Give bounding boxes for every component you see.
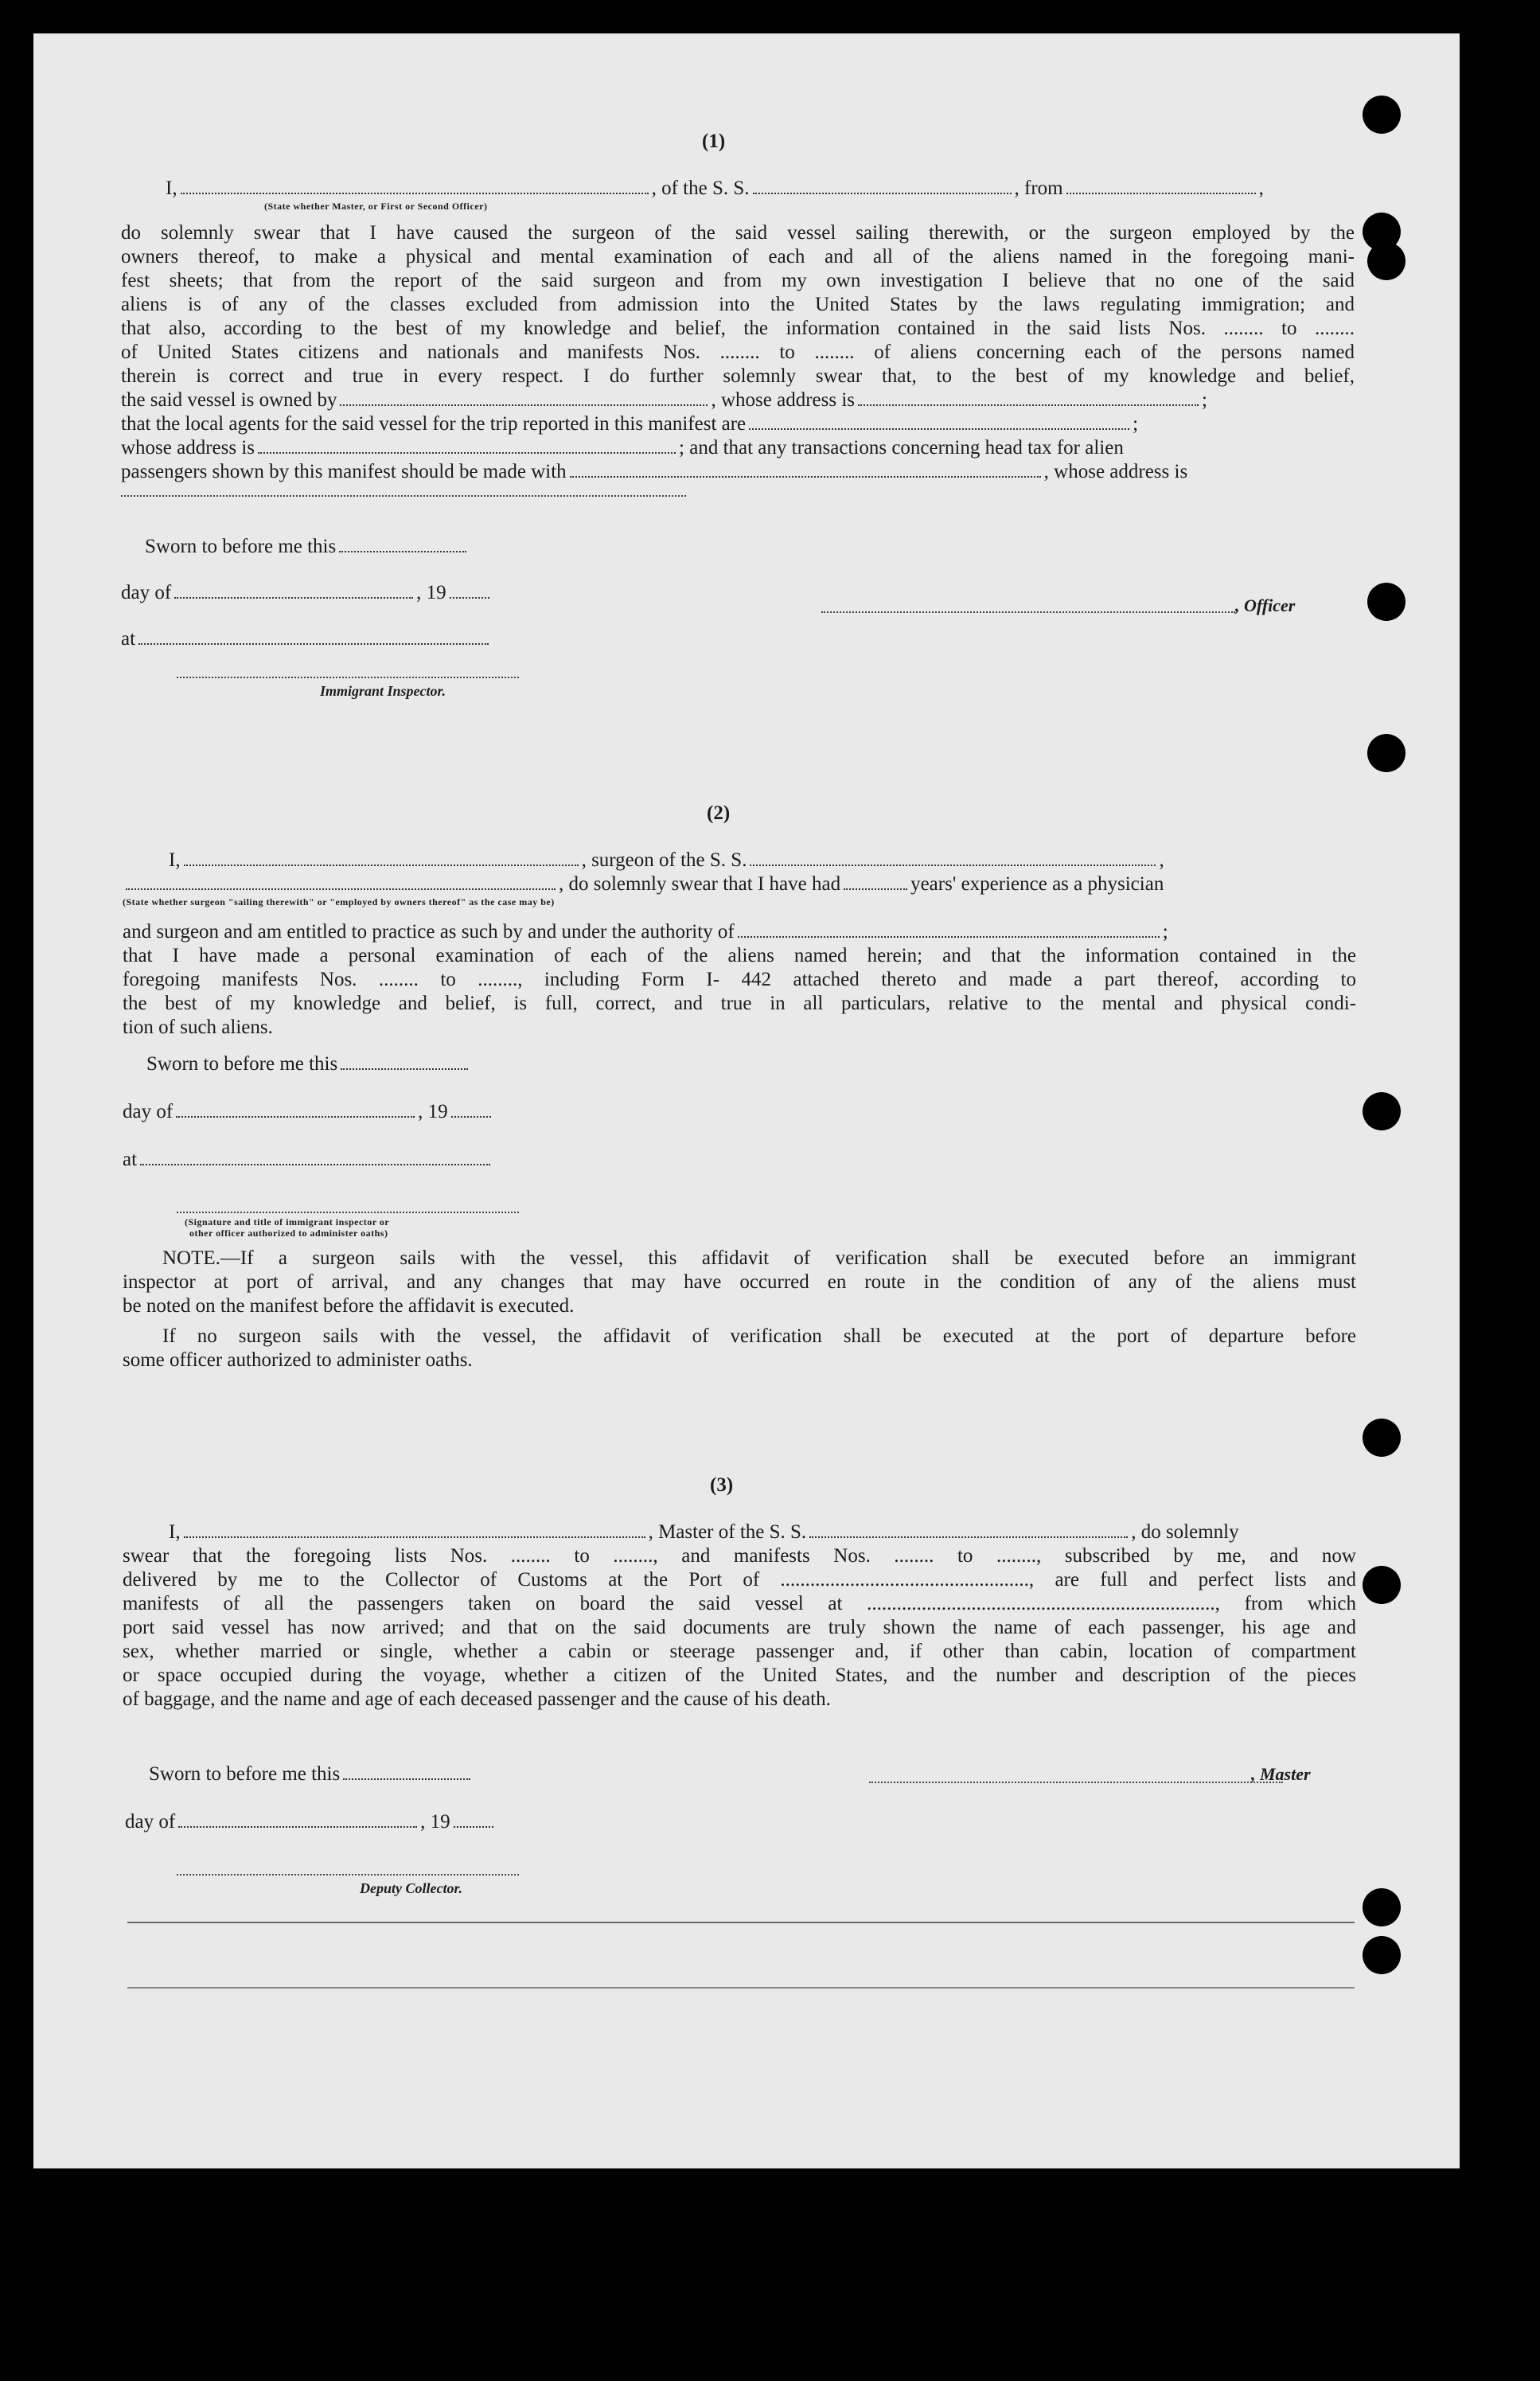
section-2-day-of: day of , 19	[123, 1100, 494, 1124]
section-2-sig-hint-1: (Signature and title of immigrant inspector or	[185, 1216, 390, 1228]
owned-by-line: the said vessel is owned by , whose address is ;	[121, 389, 1207, 411]
section-2-at: at	[123, 1148, 493, 1172]
immigrant-inspector-label: Immigrant Inspector.	[320, 683, 446, 699]
local-agents-line: that the local agents for the said vessel for the trip reported in this manifest are ;	[121, 413, 1139, 435]
section-3-day-of: day of , 19	[125, 1810, 497, 1834]
inspector-signature-line	[177, 677, 519, 678]
punch-hole	[1367, 734, 1405, 772]
punch-hole	[1363, 1566, 1401, 1604]
section-2-sworn: Sworn to before me this	[146, 1052, 471, 1076]
section-3-line-1: I, , Master of the S. S. , do solemnly	[169, 1521, 1239, 1543]
manifest-affidavit-page	[33, 33, 1460, 2168]
section-2-number: (2)	[707, 802, 731, 824]
footer-rule	[127, 1922, 1355, 1923]
punch-hole	[1363, 1092, 1401, 1130]
punch-hole	[1363, 96, 1401, 134]
section-3-number: (3)	[710, 1474, 734, 1496]
section-1-hint: (State whether Master, or First or Second Officer)	[264, 201, 488, 212]
section-1-day-of: day of , 19	[121, 581, 493, 605]
section-1-at: at	[121, 627, 492, 651]
footer-rule	[127, 1987, 1355, 1989]
section-2-body: and surgeon and am entitled to practice as such by and under the authority of ; that I have made a personal examination of each of the aliens named herein; and that the information contained in the foregoing manifests Nos. ........ to ........, including Form I- 442 attached thereto and made a part thereof, according to the best of my knowledge and belief, is full, correct, and true in all particulars, relative to the mental and physical condi- tion of such aliens.	[123, 921, 1356, 1038]
address-blank-line	[121, 495, 686, 497]
passengers-line: passengers shown by this manifest should be made with , whose address is	[121, 461, 1188, 482]
officer-signature-line	[821, 611, 1235, 613]
section-2-line-2: , do solemnly swear that I have had years' experience as a physician	[123, 872, 1164, 896]
deputy-collector-label: Deputy Collector.	[360, 1880, 462, 1896]
master-label: , Master	[1251, 1764, 1311, 1784]
section-2-sig-hint-2: other officer authorized to administer oaths)	[189, 1228, 388, 1239]
section-1-body: do solemnly swear that I have caused the surgeon of the said vessel sailing therewith, or the surgeon employed by the owners thereof, to make a physical and mental examination of each and all of the aliens named in the foregoing mani- fest sheets; that from the report of the said surgeon and from my own investigation I believe that no one of the said aliens is of any of the classes excluded from admission into the United States by the laws regulating immigration; and that also, according to the best of my knowledge and belief, the information contained in the said lists Nos. ........ to ........ of United States citizens and nationals and manifests Nos. ........ to ........ of aliens concerning each of the persons named therein is correct and true in every respect. I do further solemnly swear that, to the best of my knowledge and belief,	[121, 222, 1355, 387]
section-2-line-1: I, , surgeon of the S. S. ,	[169, 849, 1164, 871]
punch-hole	[1363, 1936, 1401, 1974]
punch-hole	[1367, 242, 1405, 280]
section-1-sworn: Sworn to before me this	[145, 535, 470, 559]
punch-hole	[1363, 1888, 1401, 1926]
master-signature-line	[869, 1782, 1283, 1783]
officer-label: , Officer	[1235, 595, 1296, 615]
section-2-note: NOTE.—If a surgeon sails with the vessel, this affidavit of verification shall be executed before an immigrant inspector at port of arrival, and any changes that may have occurred en route in the condition of any of the aliens must be noted on the manifest before the affidavit is executed. If no surgeon sails with the vessel, the affidavit of verification shall be executed at the port of departure before some officer authorized to administer oaths.	[123, 1247, 1356, 1371]
section-3-sworn: Sworn to before me this	[149, 1762, 474, 1786]
section-3-body: swear that the foregoing lists Nos. ........ to ........, and manifests Nos. ........ to ........, subscribed by me, and now delivered by me to the Collector of Customs at the Port of .................................................., are full and perfect lists and manifests of all the passengers taken on board the said vessel at ......................................................................, from which port said vessel has now arrived; and that on the said documents are truly shown the name of each passenger, his age and sex, whether married or single, whether a cabin or steerage passenger and, if other than cabin, location of compartment or space occupied during the voyage, whether a citizen of the United States, and the number and description of the pieces of baggage, and the name and age of each deceased passenger and the cause of his death.	[123, 1545, 1356, 1710]
section-1-number: (1)	[702, 131, 726, 152]
punch-hole	[1367, 583, 1405, 621]
whose-address-line: whose address is ; and that any transactions concerning head tax for alien	[121, 437, 1124, 459]
punch-hole	[1363, 1419, 1401, 1457]
section-2-hint: (State whether surgeon "sailing therewith" or "employed by owners thereof" as the case may be)	[123, 896, 555, 908]
section-1-line-1: I, , of the S. S. , from ,	[166, 178, 1264, 199]
deputy-signature-line	[177, 1874, 519, 1876]
section-2-signature-line	[177, 1212, 519, 1213]
